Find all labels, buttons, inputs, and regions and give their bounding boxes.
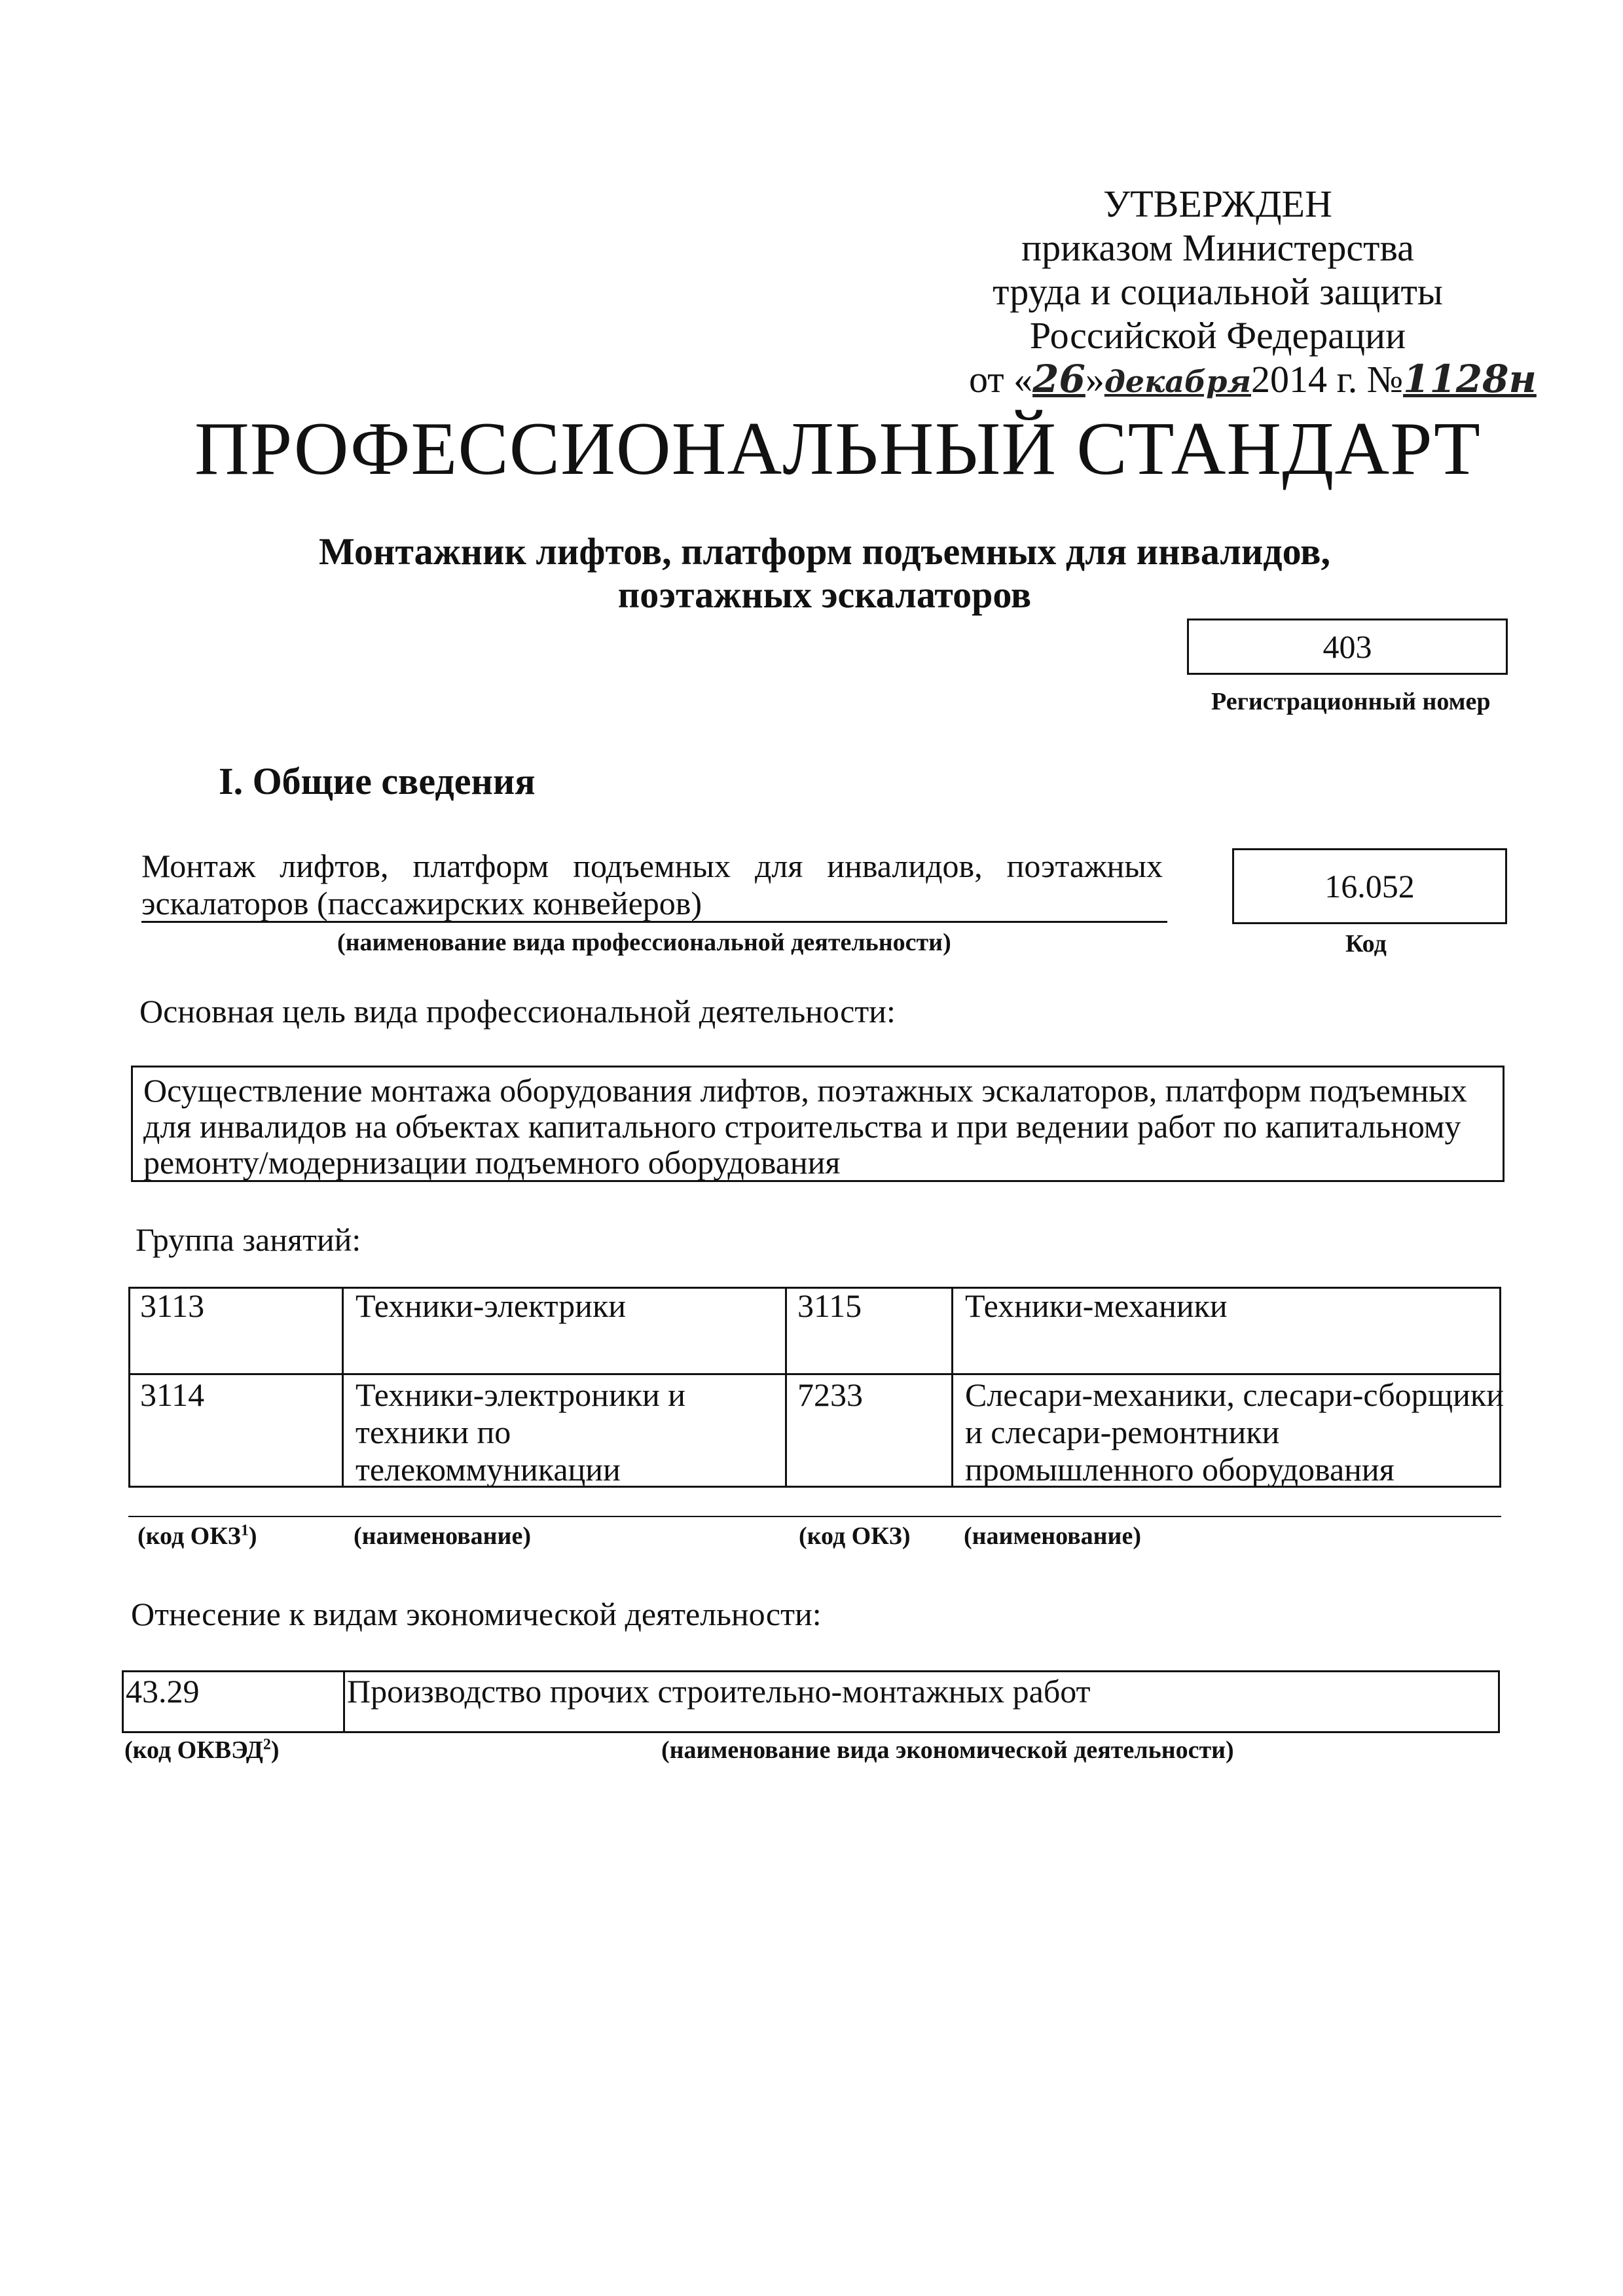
date-month-handwritten: декабря — [1104, 364, 1251, 399]
date-day-handwritten: 26 — [1032, 357, 1085, 401]
table-col-line-0 — [128, 1287, 130, 1486]
activity-name-line-2: эскалаторов (пассажирских конвейеров) — [141, 885, 702, 922]
table-col-line-1 — [342, 1287, 344, 1486]
table-col-line-3 — [951, 1287, 953, 1486]
group-caption-code-1-text: (код ОКЗ — [137, 1522, 241, 1550]
group-caption-code-1 — [137, 1522, 257, 1551]
registration-number-label: Регистрационный номер — [1211, 688, 1491, 715]
footnote-1-ref: 1 — [240, 1522, 249, 1539]
table-col-line-2 — [785, 1287, 787, 1486]
econ-label: Отнесение к видам экономической деятельности: — [131, 1596, 822, 1632]
econ-code: 43.29 — [126, 1673, 200, 1710]
goal-line-2: для инвалидов на объектах капитального строительства и при ведении работ по капитальному — [143, 1108, 1461, 1145]
group-code-4: 7233 — [797, 1376, 863, 1413]
footnote-2-ref: 2 — [263, 1736, 271, 1753]
group-name-3-line-3: телекоммуникации — [356, 1451, 621, 1488]
approval-line-3: труда и социальной защиты — [993, 270, 1443, 313]
econ-border-bottom — [122, 1731, 1500, 1733]
group-name-3-line-2: техники по — [356, 1414, 511, 1450]
activity-caption: (наименование вида профессиональной деятельности) — [337, 929, 951, 956]
activity-underline — [141, 921, 1167, 923]
date-prefix: от « — [969, 358, 1033, 401]
section-heading: I. Общие сведения — [219, 760, 536, 802]
group-name-4 — [965, 1376, 1504, 1488]
group-caption-line — [128, 1516, 1501, 1517]
goal-line-1: Осуществление монтажа оборудования лифтов, поэтажных эскалаторов, платформ подъемных — [143, 1072, 1467, 1109]
goal-label: Основная цель вида профессиональной деятельности: — [139, 993, 896, 1030]
group-caption-name-1: (наименование) — [354, 1522, 531, 1550]
group-caption-code-2: (код ОКЗ) — [799, 1522, 911, 1550]
activity-code-box — [1232, 848, 1507, 924]
order-number-handwritten: 1128н — [1403, 357, 1537, 401]
group-name-4-line-1: Слесари-механики, слесари-сборщики — [965, 1376, 1504, 1413]
date-mid: » — [1085, 358, 1104, 401]
econ-border-top — [122, 1670, 1500, 1672]
standard-name-line-2: поэтажных эскалаторов — [617, 573, 1032, 616]
registration-number-box — [1187, 619, 1508, 675]
goal-box — [131, 1066, 1504, 1182]
econ-caption-name: (наименование вида экономической деятельности) — [661, 1736, 1234, 1764]
econ-name: Производство прочих строительно-монтажных работ — [347, 1673, 1091, 1710]
group-caption-name-2: (наименование) — [964, 1522, 1141, 1550]
standard-name-line-1: Монтажник лифтов, платформ подъемных для инвалидов, — [318, 530, 1330, 573]
group-name-3 — [356, 1376, 685, 1488]
econ-col-line-1 — [343, 1670, 345, 1732]
activity-name-line-1: Монтаж лифтов, платформ подъемных для инвалидов, поэтажных — [141, 848, 1163, 884]
activity-code: 16.052 — [1324, 868, 1415, 905]
approval-block — [969, 182, 1537, 404]
date-year: 2014 г. № — [1251, 358, 1404, 401]
econ-caption-code-end: ) — [270, 1736, 280, 1764]
approval-title: УТВЕРЖДЕН — [1103, 183, 1332, 225]
group-name-3-line-1: Техники-электроники и — [356, 1376, 686, 1413]
econ-caption-code-text: (код ОКВЭД — [124, 1736, 263, 1764]
econ-col-line-0 — [122, 1670, 124, 1732]
standard-name — [13, 530, 1623, 617]
activity-code-label: Код — [1345, 930, 1387, 958]
group-name-4-line-3: промышленного оборудования — [965, 1451, 1395, 1488]
group-code-1: 3113 — [140, 1287, 205, 1324]
group-name-1: Техники-электрики — [356, 1287, 626, 1324]
econ-caption-code — [124, 1736, 280, 1765]
approval-line-2: приказом Министерства — [1021, 226, 1414, 269]
approval-date-line — [969, 357, 1537, 404]
approval-line-4: Российской Федерации — [1029, 314, 1406, 357]
page-title: ПРОФЕССИОНАЛЬНЫЙ СТАНДАРТ — [194, 407, 1481, 491]
econ-col-line-2 — [1498, 1670, 1500, 1732]
group-code-2: 3115 — [797, 1287, 862, 1324]
group-code-3: 3114 — [140, 1376, 205, 1413]
group-caption-code-1-end: ) — [248, 1522, 257, 1550]
group-label: Группа занятий: — [136, 1221, 361, 1258]
group-name-4-line-2: и слесари-ремонтники — [965, 1414, 1280, 1450]
table-border-middle — [128, 1373, 1501, 1375]
registration-number: 403 — [1322, 628, 1372, 665]
goal-line-3: ремонту/модернизации подъемного оборудования — [143, 1144, 841, 1181]
group-name-2: Техники-механики — [965, 1287, 1228, 1324]
